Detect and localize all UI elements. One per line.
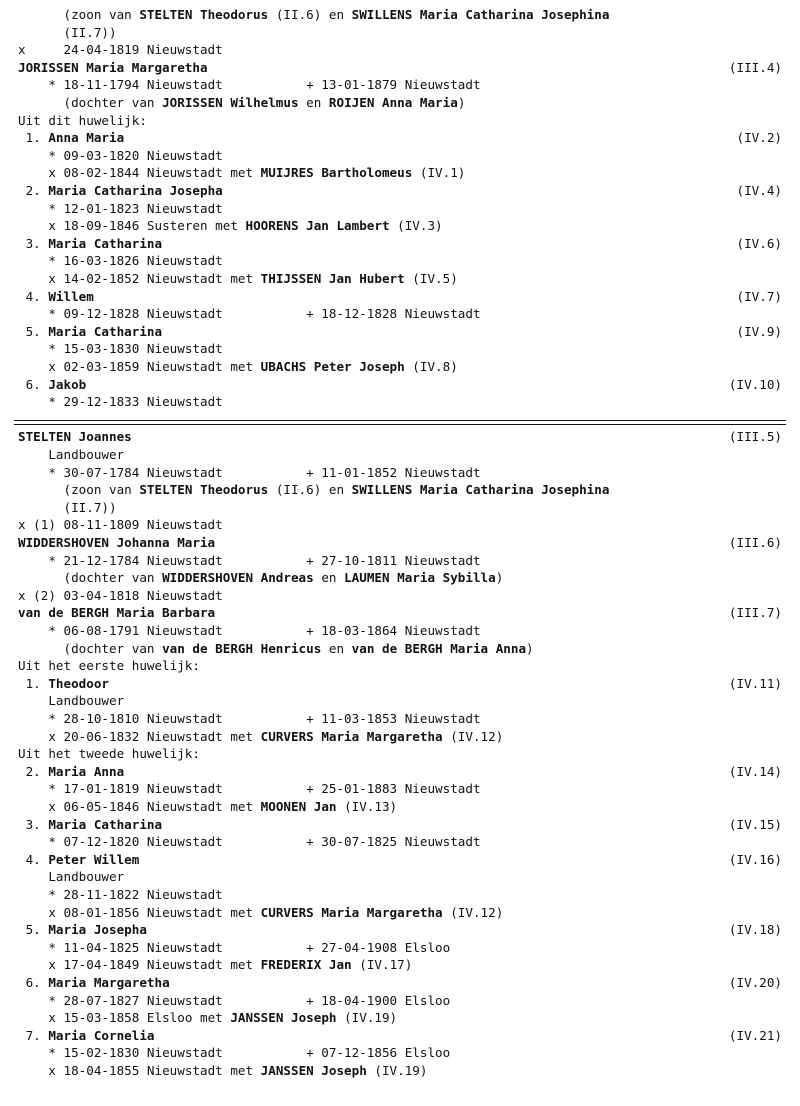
indent bbox=[18, 905, 48, 920]
section-divider bbox=[14, 420, 786, 421]
record-text: (IV.19) bbox=[366, 1063, 428, 1078]
indent bbox=[18, 623, 48, 638]
generation-ref: (IV.2) bbox=[736, 130, 782, 146]
record-line bbox=[0, 904, 800, 922]
indent bbox=[18, 183, 26, 198]
indent bbox=[18, 95, 64, 110]
record-text: (IV.19) bbox=[336, 1010, 398, 1026]
record-line bbox=[0, 974, 800, 992]
person-name: SWILLENS Maria Catharina Josephina bbox=[351, 482, 610, 498]
record-text: x 14-02-1852 Nieuwstadt met bbox=[48, 271, 261, 286]
indent bbox=[18, 940, 48, 955]
record-text: * 07-12-1820 Nieuwstadt + 30-07-1825 Nieuwstadt bbox=[48, 834, 481, 850]
record-line bbox=[0, 94, 800, 112]
record-text: x 08-02-1844 Nieuwstadt met bbox=[48, 165, 261, 181]
record-line bbox=[0, 217, 800, 235]
record-text: (dochter van bbox=[63, 95, 163, 110]
record-line bbox=[0, 358, 800, 376]
record-text: * 17-01-1819 Nieuwstadt + 25-01-1883 Nieuwstadt bbox=[48, 781, 481, 797]
indent bbox=[18, 165, 48, 180]
record-text: * 21-12-1784 Nieuwstadt + 27-10-1811 Nieuwstadt bbox=[48, 552, 481, 568]
person-name: CURVERS Maria Margaretha bbox=[260, 904, 443, 920]
indent bbox=[18, 764, 26, 779]
indent bbox=[18, 465, 48, 480]
record-text: * 28-11-1822 Nieuwstadt bbox=[48, 887, 223, 902]
record-text: x 24-04-1819 Nieuwstadt bbox=[18, 42, 223, 58]
record-line bbox=[0, 112, 800, 130]
person-name: MUIJRES Bartholomeus bbox=[260, 165, 413, 181]
record-text: (II.7)) bbox=[63, 24, 117, 40]
person-name: Maria Catharina Josepha bbox=[48, 183, 223, 198]
generation-ref: (IV.21) bbox=[728, 1027, 782, 1043]
person-name: STELTEN Theodorus bbox=[139, 7, 269, 22]
indent bbox=[18, 852, 26, 867]
indent bbox=[18, 676, 26, 691]
record-line bbox=[0, 956, 800, 974]
indent bbox=[18, 693, 48, 708]
indent bbox=[18, 834, 48, 849]
generation-ref: (IV.15) bbox=[728, 816, 782, 832]
record-text: x (1) 08-11-1809 Nieuwstadt bbox=[18, 517, 223, 533]
person-name: MOONEN Jan bbox=[260, 799, 337, 814]
indent bbox=[18, 482, 64, 497]
record-text: (IV.17) bbox=[351, 957, 413, 973]
record-line bbox=[0, 464, 800, 482]
record-text: x 02-03-1859 Nieuwstadt met bbox=[48, 359, 261, 374]
record-text: en bbox=[313, 570, 345, 586]
indent bbox=[18, 394, 48, 409]
record-line bbox=[0, 552, 800, 570]
record-text: x 18-09-1846 Susteren met bbox=[48, 218, 246, 234]
generation-ref: (IV.10) bbox=[728, 376, 782, 392]
record-line bbox=[0, 24, 800, 42]
record-text: Uit dit huwelijk: bbox=[18, 112, 147, 128]
indent bbox=[18, 1063, 48, 1078]
record-line bbox=[0, 657, 800, 675]
record-line bbox=[0, 763, 800, 781]
record-line bbox=[0, 270, 800, 288]
record-text: * 11-04-1825 Nieuwstadt + 27-04-1908 Elsloo bbox=[48, 939, 451, 955]
person-name: Peter Willem bbox=[48, 851, 140, 867]
record-line bbox=[0, 921, 800, 939]
record-line bbox=[0, 798, 800, 816]
person-name: STELTEN Joannes bbox=[18, 429, 132, 445]
record-line bbox=[0, 604, 800, 622]
record-text: 3. bbox=[25, 235, 49, 251]
record-line bbox=[0, 76, 800, 94]
record-text: x 20-06-1832 Nieuwstadt met bbox=[48, 728, 261, 744]
indent bbox=[18, 7, 64, 22]
generation-ref: (IV.16) bbox=[728, 851, 782, 867]
record-line bbox=[0, 780, 800, 798]
record-text: * 09-12-1828 Nieuwstadt + 18-12-1828 Nieuwstadt bbox=[48, 306, 481, 322]
indent bbox=[18, 271, 48, 286]
record-text: (II.6) en bbox=[268, 482, 352, 498]
record-text: * 12-01-1823 Nieuwstadt bbox=[48, 200, 223, 216]
generation-ref: (IV.7) bbox=[736, 288, 782, 304]
person-name: ROIJEN Anna Maria bbox=[328, 95, 458, 110]
record-text: 6. bbox=[25, 975, 49, 990]
generation-ref: (IV.11) bbox=[728, 675, 782, 691]
record-line bbox=[0, 393, 800, 411]
indent bbox=[18, 799, 48, 814]
person-name: JANSSEN Joseph bbox=[260, 1063, 367, 1078]
record-text: * 18-11-1794 Nieuwstadt + 13-01-1879 Nieuwstadt bbox=[48, 77, 481, 93]
record-text: x 18-04-1855 Nieuwstadt met bbox=[48, 1063, 261, 1078]
indent bbox=[18, 218, 48, 233]
record-text: 4. bbox=[25, 851, 49, 867]
record-line bbox=[0, 886, 800, 904]
record-text: Landbouwer bbox=[48, 869, 125, 885]
generation-ref: (IV.4) bbox=[736, 183, 782, 198]
indent bbox=[18, 729, 48, 744]
indent bbox=[18, 1028, 26, 1043]
generation-ref: (III.5) bbox=[728, 429, 782, 445]
record-text: (IV.1) bbox=[412, 165, 466, 181]
record-text: (IV.3) bbox=[389, 218, 443, 234]
record-line bbox=[0, 252, 800, 270]
record-text: 4. bbox=[25, 288, 49, 304]
record-text: 5. bbox=[25, 323, 49, 339]
record-line bbox=[0, 816, 800, 834]
record-text: 1. bbox=[25, 130, 49, 146]
record-line bbox=[0, 200, 800, 218]
indent bbox=[18, 148, 48, 163]
record-line bbox=[0, 323, 800, 341]
record-text: (IV.8) bbox=[404, 359, 458, 374]
record-text: * 15-03-1830 Nieuwstadt bbox=[48, 341, 223, 357]
person-name: WIDDERSHOVEN Johanna Maria bbox=[18, 535, 216, 550]
record-text: * 06-08-1791 Nieuwstadt + 18-03-1864 Nieuwstadt bbox=[48, 623, 481, 638]
indent bbox=[18, 130, 26, 145]
indent bbox=[18, 77, 48, 92]
generation-ref: (III.4) bbox=[728, 59, 782, 75]
record-line bbox=[0, 481, 800, 499]
indent bbox=[18, 993, 48, 1008]
record-text: * 09-03-1820 Nieuwstadt bbox=[48, 147, 223, 163]
record-line bbox=[0, 235, 800, 253]
person-name: Maria Anna bbox=[48, 763, 125, 779]
indent bbox=[18, 341, 48, 356]
indent bbox=[18, 781, 48, 796]
record-text: 2. bbox=[25, 763, 49, 779]
section-divider bbox=[14, 424, 786, 425]
record-text: (IV.13) bbox=[336, 799, 398, 814]
indent bbox=[18, 570, 64, 585]
record-line bbox=[0, 129, 800, 147]
record-text: Landbouwer bbox=[48, 693, 125, 709]
indent bbox=[18, 253, 48, 268]
generation-ref: (IV.6) bbox=[736, 235, 782, 251]
indent bbox=[18, 201, 48, 216]
record-line bbox=[0, 992, 800, 1010]
indent bbox=[18, 553, 48, 568]
indent bbox=[18, 957, 48, 972]
record-text: en bbox=[321, 640, 352, 656]
generation-ref: (IV.20) bbox=[728, 975, 782, 990]
record-line bbox=[0, 288, 800, 306]
record-line bbox=[0, 710, 800, 728]
record-line bbox=[0, 622, 800, 640]
record-text: (II.6) en bbox=[268, 7, 352, 22]
record-line bbox=[0, 692, 800, 710]
person-name: Maria Margaretha bbox=[48, 975, 170, 990]
person-name: Maria Catharina bbox=[48, 323, 163, 339]
person-name: JANSSEN Joseph bbox=[230, 1010, 337, 1026]
record-line bbox=[0, 147, 800, 165]
record-text: (IV.5) bbox=[404, 271, 458, 286]
person-name: STELTEN Theodorus bbox=[139, 482, 269, 498]
record-text: 6. bbox=[25, 376, 49, 392]
indent bbox=[18, 1045, 48, 1060]
indent bbox=[18, 817, 26, 832]
record-line bbox=[0, 1027, 800, 1045]
person-name: Jakob bbox=[48, 376, 87, 392]
person-name: LAUMEN Maria Sybilla bbox=[344, 570, 496, 586]
record-text: Uit het eerste huwelijk: bbox=[18, 658, 200, 674]
record-line bbox=[0, 833, 800, 851]
record-text: 7. bbox=[25, 1027, 49, 1043]
record-line bbox=[0, 1062, 800, 1080]
person-name: Theodoor bbox=[48, 675, 110, 691]
record-text: (zoon van bbox=[63, 7, 140, 22]
record-line bbox=[0, 675, 800, 693]
record-text: x 15-03-1858 Elsloo met bbox=[48, 1010, 231, 1026]
record-line bbox=[0, 516, 800, 534]
person-name: Anna Maria bbox=[48, 130, 125, 146]
person-name: Willem bbox=[48, 288, 94, 304]
record-text: (dochter van bbox=[63, 640, 163, 656]
person-name: FREDERIX Jan bbox=[260, 957, 352, 973]
record-line bbox=[0, 6, 800, 24]
record-text: * 28-07-1827 Nieuwstadt + 18-04-1900 Elsloo bbox=[48, 992, 451, 1008]
indent bbox=[18, 922, 26, 937]
person-name: HOORENS Jan Lambert bbox=[245, 218, 390, 234]
generation-ref: (IV.18) bbox=[728, 922, 782, 938]
record-text: x (2) 03-04-1818 Nieuwstadt bbox=[18, 587, 223, 603]
record-line bbox=[0, 305, 800, 323]
record-line bbox=[0, 728, 800, 746]
person-name: JORISSEN Wilhelmus bbox=[162, 95, 299, 110]
record-line bbox=[0, 939, 800, 957]
person-name: UBACHS Peter Joseph bbox=[260, 359, 405, 374]
record-line bbox=[0, 59, 800, 77]
record-text: 1. bbox=[25, 675, 49, 691]
record-text: (zoon van bbox=[63, 482, 140, 498]
record-line bbox=[0, 340, 800, 358]
record-line bbox=[0, 182, 800, 200]
record-text: x 08-01-1856 Nieuwstadt met bbox=[48, 904, 261, 920]
record-text: * 30-07-1784 Nieuwstadt + 11-01-1852 Nieuwstadt bbox=[48, 464, 481, 480]
record-text: x 06-05-1846 Nieuwstadt met bbox=[48, 799, 261, 814]
person-name: Maria Josepha bbox=[48, 922, 147, 938]
record-line bbox=[0, 587, 800, 605]
person-name: van de BERGH Maria Barbara bbox=[18, 605, 216, 621]
record-text: ) bbox=[457, 95, 466, 110]
indent bbox=[18, 236, 26, 251]
person-name: van de BERGH Maria Anna bbox=[351, 640, 527, 656]
record-text: (dochter van bbox=[63, 570, 163, 586]
indent bbox=[18, 975, 26, 990]
record-line bbox=[0, 1044, 800, 1062]
record-text: Landbouwer bbox=[48, 447, 125, 462]
record-text: en bbox=[298, 95, 329, 110]
record-text: 5. bbox=[25, 922, 49, 938]
record-text: * 16-03-1826 Nieuwstadt bbox=[48, 253, 223, 269]
record-line bbox=[0, 446, 800, 464]
generation-ref: (IV.9) bbox=[736, 323, 782, 339]
record-text: * 29-12-1833 Nieuwstadt bbox=[48, 394, 223, 410]
record-text: ) bbox=[495, 570, 504, 586]
record-line bbox=[0, 534, 800, 552]
record-text: 2. bbox=[25, 183, 49, 198]
record-line bbox=[0, 851, 800, 869]
record-line bbox=[0, 41, 800, 59]
record-line bbox=[0, 640, 800, 658]
record-line bbox=[0, 569, 800, 587]
indent bbox=[18, 377, 26, 392]
record-text: (II.7)) bbox=[63, 499, 117, 515]
record-text: (IV.12) bbox=[442, 904, 504, 920]
indent bbox=[18, 324, 26, 339]
record-line bbox=[0, 499, 800, 517]
generation-ref: (III.6) bbox=[728, 535, 782, 550]
record-text: (IV.12) bbox=[442, 728, 504, 744]
indent bbox=[18, 641, 64, 656]
person-name: van de BERGH Henricus bbox=[162, 640, 322, 656]
record-line bbox=[0, 376, 800, 394]
person-name: Maria Cornelia bbox=[48, 1027, 155, 1043]
record-line bbox=[0, 745, 800, 763]
generation-ref: (IV.14) bbox=[728, 763, 782, 779]
person-name: THIJSSEN Jan Hubert bbox=[260, 271, 405, 286]
indent bbox=[18, 887, 48, 902]
person-name: SWILLENS Maria Catharina Josephina bbox=[351, 7, 610, 22]
indent bbox=[18, 500, 64, 515]
person-name: Maria Catharina bbox=[48, 235, 163, 251]
person-name: Maria Catharina bbox=[48, 816, 163, 832]
indent bbox=[18, 25, 64, 40]
record-text: 3. bbox=[25, 816, 49, 832]
record-line bbox=[0, 164, 800, 182]
record-text: Uit het tweede huwelijk: bbox=[18, 746, 200, 762]
record-line bbox=[0, 1009, 800, 1027]
person-name: WIDDERSHOVEN Andreas bbox=[162, 570, 314, 586]
indent bbox=[18, 306, 48, 321]
indent bbox=[18, 869, 48, 884]
indent bbox=[18, 1010, 48, 1025]
indent bbox=[18, 711, 48, 726]
record-line bbox=[0, 868, 800, 886]
record-text: x 17-04-1849 Nieuwstadt met bbox=[48, 957, 261, 973]
indent bbox=[18, 289, 26, 304]
person-name: JORISSEN Maria Margaretha bbox=[18, 59, 208, 75]
record-text: * 28-10-1810 Nieuwstadt + 11-03-1853 Nieuwstadt bbox=[48, 711, 481, 726]
generation-ref: (III.7) bbox=[728, 605, 782, 621]
record-text: * 15-02-1830 Nieuwstadt + 07-12-1856 Elsloo bbox=[48, 1045, 451, 1061]
indent bbox=[18, 447, 48, 462]
record-line bbox=[0, 428, 800, 446]
record-text: ) bbox=[526, 640, 534, 656]
person-name: CURVERS Maria Margaretha bbox=[260, 728, 443, 744]
indent bbox=[18, 359, 48, 374]
